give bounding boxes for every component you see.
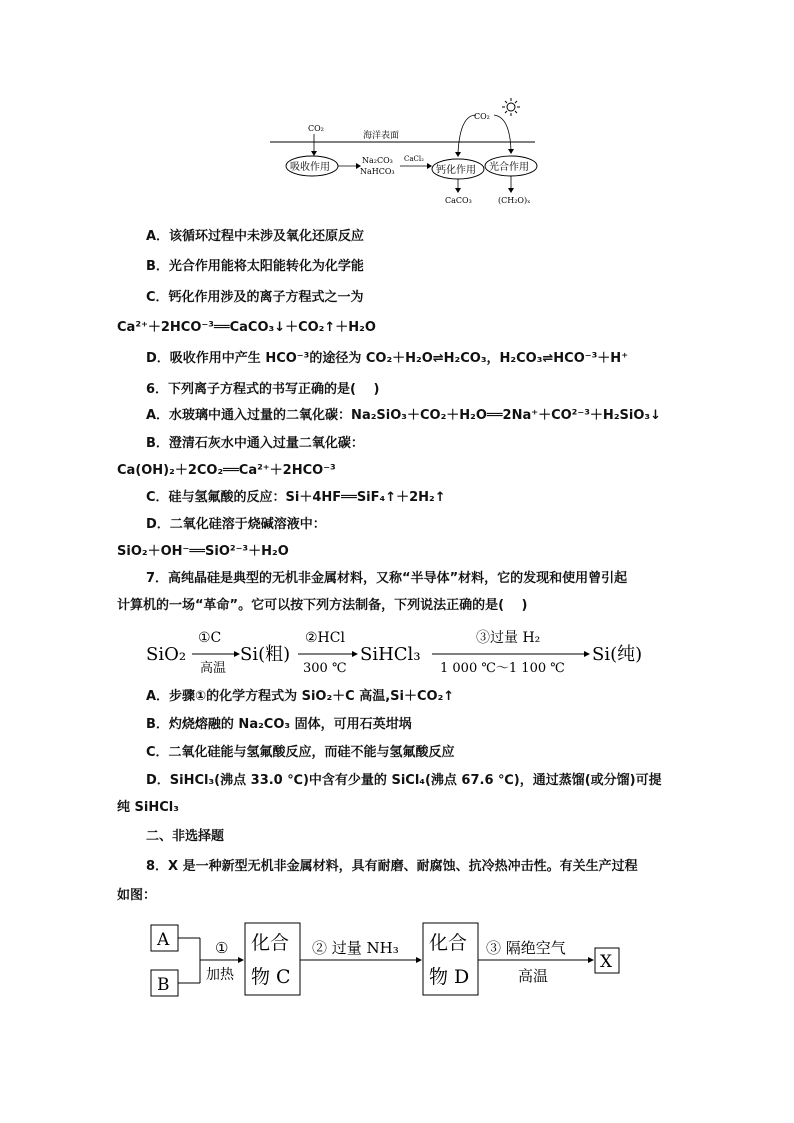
sea-surface-label: 海洋表面 [363,131,400,141]
box-c-line1: 化合 [251,932,290,954]
step1-label: ① [215,939,229,957]
q8-stem-line1: 8．X 是一种新型无机非金属材料，具有耐磨、耐腐蚀、抗冷热冲击性。有关生产过程 [146,859,638,874]
box-d-line2: 物 D [429,966,470,988]
absorption-label: 吸收作用 [290,162,330,173]
q6-option-b-equation: Ca(OH)₂＋2CO₂══Ca²⁺＋2HCO⁻³ [117,463,336,478]
q7-option-a: A．步骤①的化学方程式为 SiO₂＋C 高温,Si＋CO₂↑ [146,689,455,704]
nahco3-label: NaHCO₃ [360,167,395,176]
photosynthesis-label: 光合作用 [489,162,529,173]
q6-option-d-equation: SiO₂＋OH⁻══SiO²⁻³＋H₂O [117,544,289,559]
step1-condition: 高温 [200,661,227,676]
step2-condition: 300 ℃ [303,661,347,676]
step2-reagent: ②HCl [305,630,345,646]
x-production-flow [140,915,630,1005]
cacl2-label: CaCl₂ [404,155,424,163]
box-d-line1: 化合 [429,932,468,954]
q6-option-a: A．水玻璃中通入过量的二氧化碳：Na₂SiO₃＋CO₂＋H₂O══2Na⁺＋CO²⁻³＋H₂SiO₃↓ [146,408,661,423]
q5-option-c-equation: Ca²⁺＋2HCO⁻³══CaCO₃↓＋CO₂↑＋H₂O [117,320,376,335]
q6-option-d: D．二氧化硅溶于烧碱溶液中： [146,517,326,532]
step3-label: ③ 隔绝空气 [486,939,566,957]
step2-label: ② 过量 NH₃ [312,939,399,957]
carbon-cycle-diagram [270,95,550,215]
q6-stem: 6．下列离子方程式的书写正确的是( ) [146,382,380,397]
box-b-label: B [157,975,170,995]
q7-option-d-line2: 纯 SiHCl₃ [117,800,179,815]
q5-option-d: D．吸收作用中产生 HCO⁻³的途径为 CO₂＋H₂O⇌H₂CO₃，H₂CO₃⇌HCO⁻³＋H⁺ [146,351,629,366]
q6-option-c: C．硅与氢氟酸的反应：Si＋4HF══SiF₄↑＋2H₂↑ [146,490,446,505]
step3-condition: 1 000 ℃～1 100 ℃ [440,661,565,676]
q7-stem-line1: 7．高纯晶硅是典型的无机非金属材料，又称“半导体”材料，它的发现和使用曾引起 [146,571,628,586]
q5-option-c: C．钙化作用涉及的离子方程式之一为 [146,290,364,305]
q7-option-b: B．灼烧熔融的 Na₂CO₃ 固体，可用石英坩埚 [146,717,412,732]
calcification-label: 钙化作用 [436,165,476,176]
box-a-label: A [157,930,170,950]
step1-condition: 加热 [206,967,234,983]
step3-condition: 高温 [518,967,549,985]
co2-top-label: CO₂ [474,112,490,121]
step1-reagent: ①C [198,630,222,646]
sihcl3-label: SiHCl₃ [360,644,421,665]
q7-option-c: C．二氧化硅能与氢氟酸反应，而硅不能与氢氟酸反应 [146,745,455,760]
si-crude-label: Si(粗) [240,644,291,665]
ch2o-label: (CH₂O)ₓ [498,196,531,205]
step3-reagent: ③过量 H₂ [476,630,541,646]
q8-stem-line2: 如图： [117,888,157,903]
na2co3-label: Na₂CO₃ [362,156,393,165]
q7-stem-line2: 计算机的一场“革命”。它可以按下列方法制备，下列说法正确的是( ) [117,598,528,613]
caco3-label: CaCO₃ [445,196,472,205]
q5-option-a: A．该循环过程中未涉及氧化还原反应 [146,229,365,244]
box-x-label: X [600,952,613,972]
q5-option-b: B．光合作用能将太阳能转化为化学能 [146,259,364,274]
si-pure-label: Si(纯) [592,644,643,665]
sun-icon [502,98,520,116]
q7-option-d-line1: D．SiHCl₃(沸点 33.0 ℃)中含有少量的 SiCl₄(沸点 67.6 ℃)，通过蒸馏(或分馏)可提 [146,773,662,788]
box-c-line2: 物 C [251,966,291,988]
section-heading: 二、非选择题 [146,829,225,844]
silicon-process-flow [140,622,680,682]
co2-left-label: CO₂ [308,124,324,133]
q6-option-b: B．澄清石灰水中通入过量二氧化碳： [146,436,364,451]
sio2-label: SiO₂ [146,644,187,665]
